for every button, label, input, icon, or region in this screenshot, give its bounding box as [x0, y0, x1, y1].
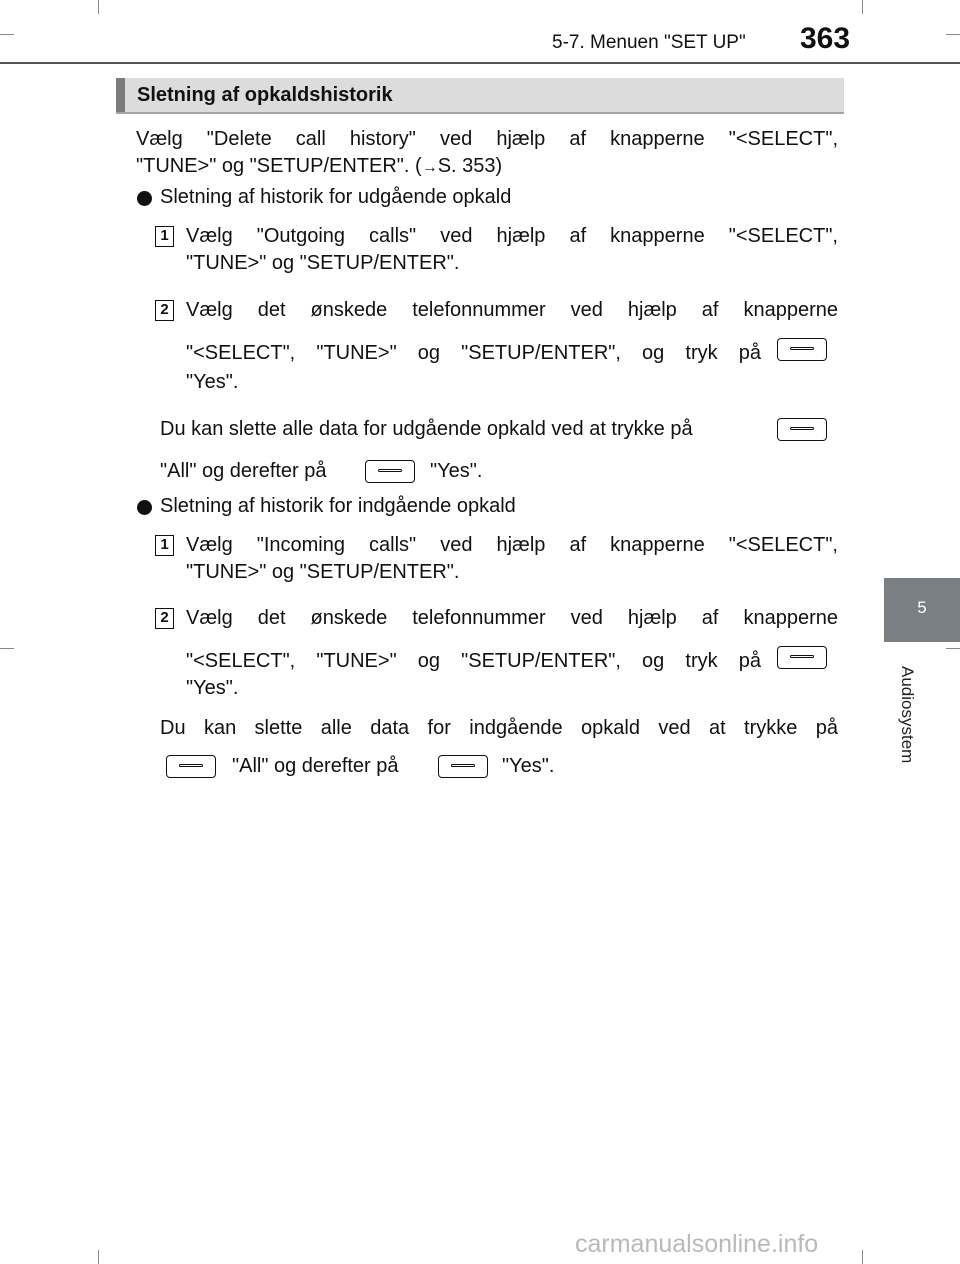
outgoing-step1-line2: "TUNE>" og "SETUP/ENTER". [186, 252, 460, 274]
watermark: carmanualsonline.info [575, 1230, 819, 1258]
button-icon [365, 460, 415, 483]
section-title: Sletning af opkaldshistorik [137, 84, 393, 106]
outgoing-step2-line3: "Yes". [186, 371, 239, 393]
incoming-note-line2b: "Yes". [502, 755, 555, 777]
step-number-badge: 1 [155, 535, 174, 556]
incoming-step2-line3: "Yes". [186, 677, 239, 699]
crop-mark [0, 34, 14, 35]
button-icon [777, 646, 827, 669]
incoming-note-line1: Du kan slette alle data for indgående opkald ved at trykke på [160, 717, 838, 739]
crop-mark [862, 1250, 863, 1264]
intro-text: "TUNE>" og "SETUP/ENTER". ( [136, 155, 422, 177]
intro-line-1: Vælg "Delete call history" ved hjælp af knapperne "<SELECT", [136, 128, 838, 150]
outgoing-note-line1: Du kan slette alle data for udgående opkald ved at trykke på [160, 418, 693, 440]
header-rule [0, 62, 960, 64]
button-icon [777, 338, 827, 361]
incoming-step2-line1: Vælg det ønskede telefonnummer ved hjælp af knapperne [186, 607, 838, 629]
title-marker [116, 78, 125, 112]
step-number-badge: 1 [155, 226, 174, 247]
outgoing-note-line2 [160, 460, 327, 483]
crop-mark [946, 34, 960, 35]
note-text-yes: "Yes". [430, 460, 483, 482]
arrow-icon: → [421, 159, 438, 176]
note-text-all: "All" og derefter på [160, 460, 327, 482]
crop-mark [862, 0, 863, 14]
crop-mark [98, 1250, 99, 1264]
chapter-tab [884, 578, 960, 642]
bullet-icon [137, 191, 152, 206]
subheading-incoming: Sletning af historik for indgående opkald [160, 495, 516, 517]
page-reference: S. 353) [437, 155, 503, 177]
incoming-note-line2a: "All" og derefter på [232, 755, 399, 777]
step-number-badge: 2 [155, 608, 174, 629]
crop-mark [0, 648, 14, 649]
crop-mark [98, 0, 99, 14]
crop-mark [946, 648, 960, 649]
outgoing-step2-line2: "<SELECT", "TUNE>" og "SETUP/ENTER", og tryk på [186, 342, 761, 364]
button-icon [166, 755, 216, 778]
incoming-step1-line2: "TUNE>" og "SETUP/ENTER". [186, 561, 460, 583]
button-icon [777, 418, 827, 441]
intro-line-2 [136, 155, 502, 178]
bullet-icon [137, 500, 152, 515]
incoming-step2-line2: "<SELECT", "TUNE>" og "SETUP/ENTER", og tryk på [186, 650, 761, 672]
chapter-label: Audiosystem [898, 666, 917, 764]
section-title-bar [116, 78, 844, 114]
button-icon [438, 755, 488, 778]
step-number-badge: 2 [155, 300, 174, 321]
outgoing-step2-line1: Vælg det ønskede telefonnummer ved hjælp af knapperne [186, 299, 838, 321]
outgoing-step1-line1: Vælg "Outgoing calls" ved hjælp af knapperne "<SELECT", [186, 225, 838, 247]
subheading-outgoing: Sletning af historik for udgående opkald [160, 186, 512, 208]
page-number: 363 [800, 22, 851, 55]
incoming-step1-line1: Vælg "Incoming calls" ved hjælp af knapperne "<SELECT", [186, 534, 838, 556]
section-heading: 5-7. Menuen "SET UP" [552, 32, 746, 53]
chapter-number: 5 [917, 598, 927, 617]
